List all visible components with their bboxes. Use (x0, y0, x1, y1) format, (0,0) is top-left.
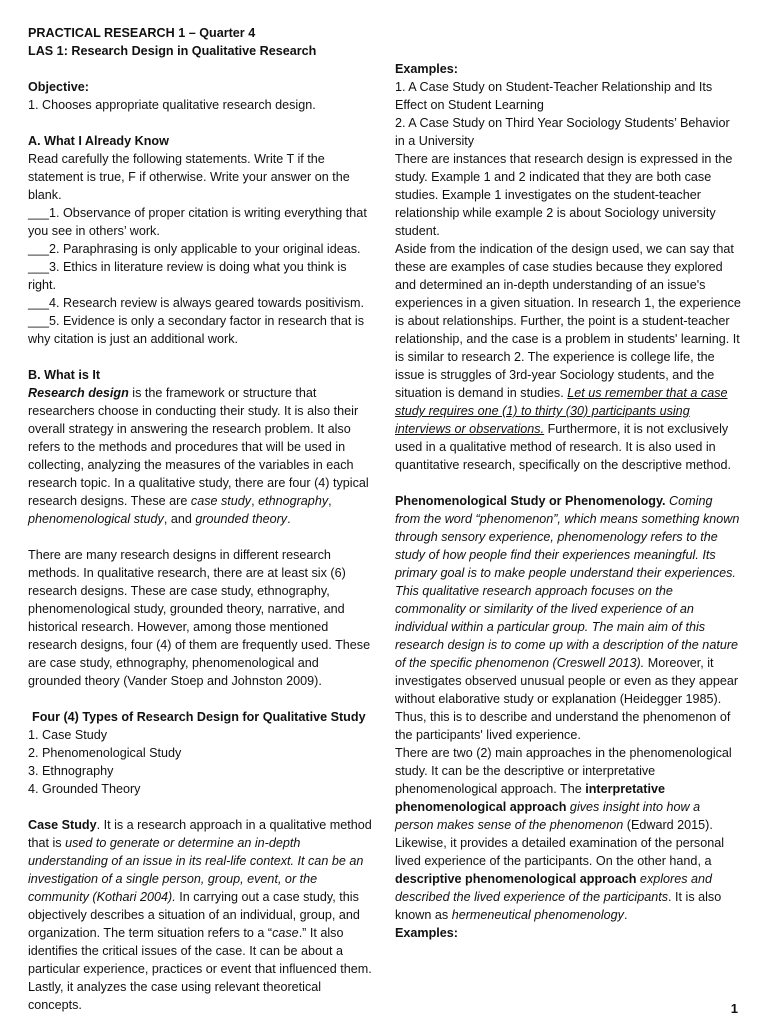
research-design-paragraph: Research design is the framework or structure that researchers choose in conducting their study. It is also their overall strategy in answering the research problem. It also refers to the methods and procedures that will be used in collecting, analyzing the measures of the variables in each research topic. In a qualitative study, there are four (4) typical research designs. These are case study, ethnography, phenomenological study, and grounded theory. (28, 386, 369, 526)
left-column (28, 24, 372, 1014)
doc-title: PRACTICAL RESEARCH 1 – Quarter 4 (28, 26, 256, 40)
quiz-item-3: ___3. Ethics in literature review is doing what you think is right. (28, 260, 347, 292)
type-item: 1. Case Study (28, 728, 108, 742)
case-example-1: 1. A Case Study on Student-Teacher Relationship and Its Effect on Student Learning (395, 80, 713, 112)
phenomenology-paragraph: Phenomenological Study or Phenomenology. Coming from the word “phenomenon”, which means something known through sensory experience, phenomenology refers to the study of how people find their experiences meaningful. Its primary goal is to make people understand their experiences. This qualitative research approach focuses on the commonality or similarity of the lived experience of an individual within a particular group. The main aim of this research design is to come up with a description of the nature of the specific phenomenon (Creswell 2013). Moreover, it investigates observed unusual people or even as they appear without elaborative study or explanation (Heidegger 1985). Thus, this is to describe and understand the phenomenon of the participants' lived experience. (395, 494, 740, 742)
quiz-item-4: ___4. Research review is always geared towards positivism. (28, 296, 364, 310)
case-example-2: 2. A Case Study on Third Year Sociology Students’ Behavior in a University (395, 116, 730, 148)
las-title: LAS 1: Research Design in Qualitative Research (28, 44, 317, 58)
quiz-item-5: ___5. Evidence is only a secondary factor in research that is why citation is just an additional work. (28, 314, 365, 346)
objective-heading: Objective: (28, 80, 89, 94)
type-item: 4. Grounded Theory (28, 782, 141, 796)
case-examples-heading: Examples: (395, 62, 458, 76)
phenomenology-examples-heading: Examples: (395, 926, 458, 940)
research-designs-paragraph: There are many research designs in different research methods. In qualitative research, there are at least six (6) research designs. These are case study, ethnography, phenomenological study, grounded theory, narrative, and historical research. However, among those mentioned research designs, four (4) of them are frequently used. These are case study, ethnography, phenomenological and grounded theory (Vander Stoep and Johnston 2009). (28, 548, 371, 688)
right-column (395, 24, 741, 942)
case-instances-paragraph: There are instances that research design is expressed in the study. Example 1 and 2 indicated that they are both case studies. Example 1 investigates on the student-teacher relationship while example 2 is about Sociology university student. (395, 152, 733, 238)
types-heading: Four (4) Types of Research Design for Qualitative Study (32, 710, 366, 724)
case-aside-paragraph: Aside from the indication of the design used, we can say that these are examples of case studies because they explored and determined an in-depth understanding of an issue's experiences in a given situation. In research 1, the experience is about relationships. Further, the point is a student-teacher relationship, and the case is a problem in students' learning. It is similar to research 2. The experience is college life, the issue is struggles of 3rd-year Sociology students, and the situation is demand in studies. Let us remember that a case study requires one (1) to thirty (30) participants using interviews or observations. Furthermore, it is not exclusively used in a qualitative method of research. It is also used in quantitative research, specifically on the descriptive method. (395, 242, 741, 472)
phenomenology-approaches-paragraph: There are two (2) main approaches in the phenomenological study. It can be the descriptive or interpretative phenomenological approach. The interpretative phenomenological approach gives insight into how a person makes sense of the phenomenon (Edward 2015). Likewise, it provides a detailed examination of the personal lived experience of the participants. On the other hand, a descriptive phenomenological approach explores and described the lived experience of the participants. It is also known as hermeneutical phenomenology. (395, 746, 732, 922)
section-b-heading: B. What is It (28, 368, 101, 382)
type-item: 3. Ethnography (28, 764, 114, 778)
page-number: 1 (730, 1001, 738, 1016)
section-a-heading: A. What I Already Know (28, 134, 169, 148)
objective-item: 1. Chooses appropriate qualitative research design. (28, 98, 316, 112)
section-a-instructions: Read carefully the following statements. Write T if the statement is true, F if otherwise. Write your answer on the blank. (28, 152, 350, 202)
quiz-item-1: ___1. Observance of proper citation is writing everything that you see in others’ work. (28, 206, 367, 238)
quiz-item-2: ___2. Paraphrasing is only applicable to your original ideas. (28, 242, 361, 256)
type-item: 2. Phenomenological Study (28, 746, 182, 760)
case-study-paragraph: Case Study. It is a research approach in a qualitative method that is used to generate or determine an in-depth understanding of an issue in its real-life context. It can be an investigation of a single person, group, event, or the community (Kothari 2004). In carrying out a case study, this objectively describes a situation of an individual, group, and organization. The term situation refers to a “case.” It also identifies the critical issues of the case. It can be about a particular experience, practices or event that influenced them. Lastly, it analyzes the case using relevant theoretical concepts. (28, 818, 372, 1012)
